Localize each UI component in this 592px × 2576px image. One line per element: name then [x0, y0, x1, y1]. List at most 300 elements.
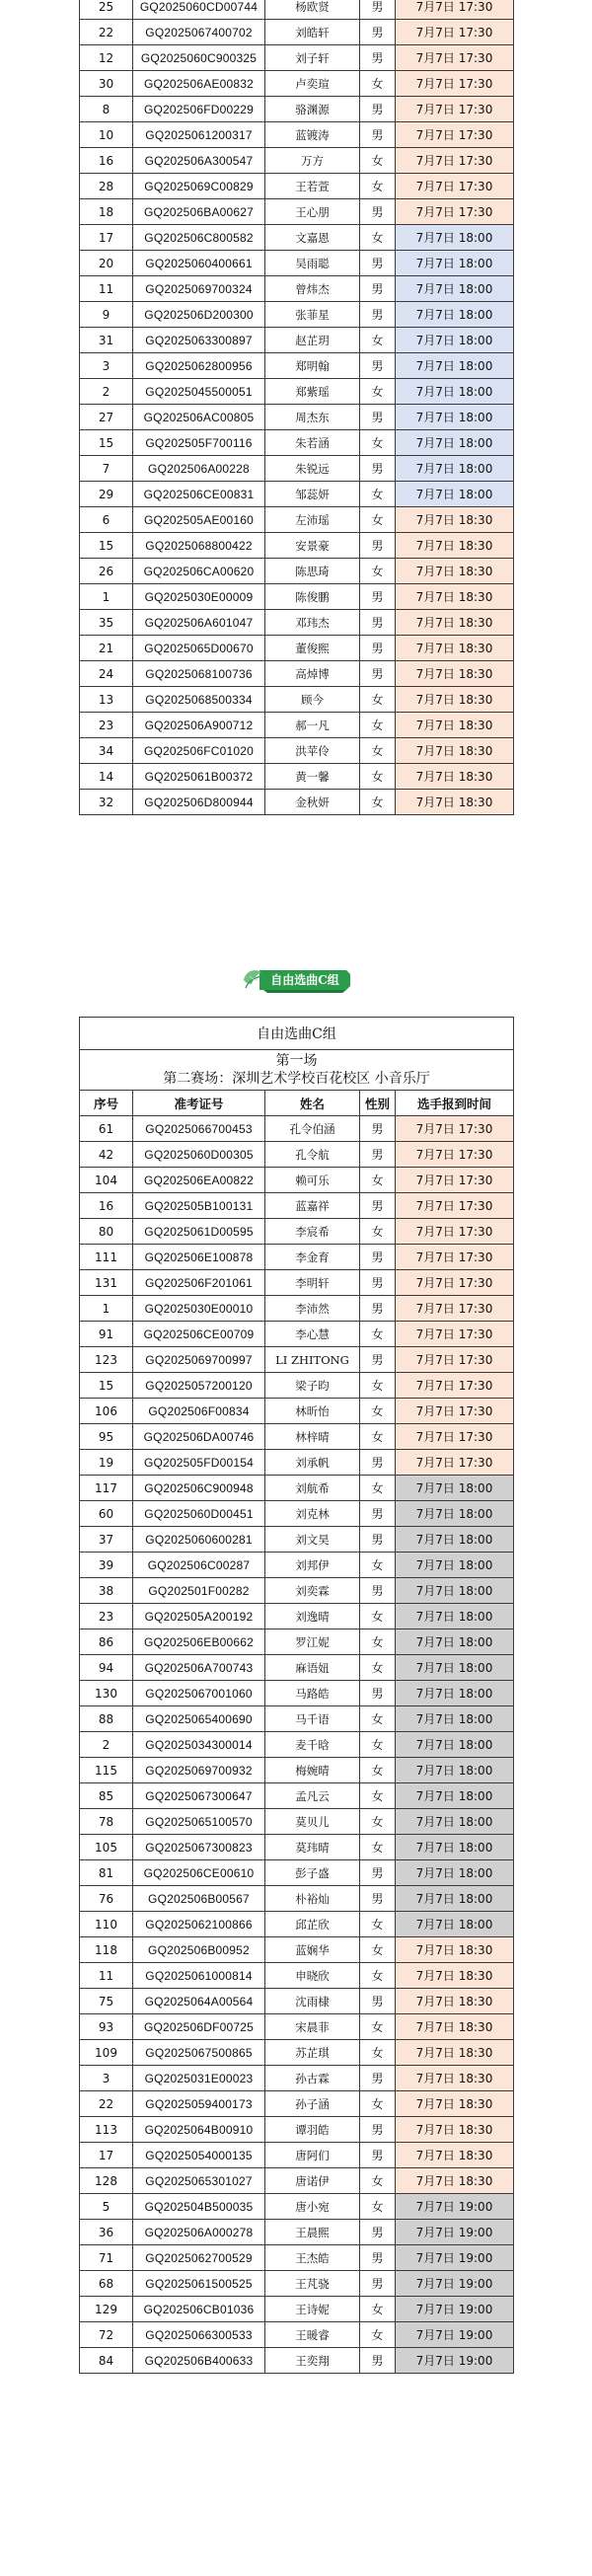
- table-row: [80, 122, 514, 148]
- cell-sex: 女: [360, 1912, 396, 1937]
- cell-sex: 女: [360, 379, 396, 405]
- cell-exam-id: GQ2025065D00670: [133, 636, 265, 661]
- group-c-badge: [240, 964, 352, 994]
- cell-name: 刘邦伊: [265, 1553, 360, 1578]
- cell-sex: 男: [360, 353, 396, 379]
- cell-no: 104: [80, 1168, 133, 1193]
- cell-report-time: 7月7日 18:00: [396, 1553, 514, 1578]
- cell-no: 129: [80, 2297, 133, 2322]
- cell-no: 27: [80, 405, 133, 430]
- table-row: [80, 1604, 514, 1629]
- cell-name: 谭羽皓: [265, 2117, 360, 2143]
- table-row: [80, 1629, 514, 1655]
- cell-exam-id: GQ2025060D00451: [133, 1501, 265, 1527]
- cell-report-time: 7月7日 18:00: [396, 1655, 514, 1681]
- cell-name: 王晨熙: [265, 2220, 360, 2245]
- cell-exam-id: GQ2025065400690: [133, 1706, 265, 1732]
- header-id: 准考证号: [133, 1091, 265, 1116]
- header-no: 序号: [80, 1091, 133, 1116]
- cell-sex: 男: [360, 1450, 396, 1476]
- cell-name: 刘克林: [265, 1501, 360, 1527]
- cell-exam-id: GQ2025068800422: [133, 533, 265, 559]
- top-table: [79, 0, 514, 815]
- table-row: [80, 2117, 514, 2143]
- cell-no: 12: [80, 45, 133, 71]
- cell-sex: 男: [360, 1270, 396, 1296]
- cell-exam-id: GQ2025064A00564: [133, 1989, 265, 2014]
- table-row: [80, 1476, 514, 1501]
- cell-sex: 男: [360, 20, 396, 45]
- table-row: [80, 1937, 514, 1963]
- cell-no: 118: [80, 1937, 133, 1963]
- table-row: [80, 2091, 514, 2117]
- cell-no: 17: [80, 2143, 133, 2168]
- cell-sex: 女: [360, 764, 396, 790]
- cell-exam-id: GQ2025045500051: [133, 379, 265, 405]
- cell-report-time: 7月7日 18:30: [396, 738, 514, 764]
- cell-sex: 男: [360, 251, 396, 276]
- cell-exam-id: GQ202506A000278: [133, 2220, 265, 2245]
- cell-sex: 男: [360, 661, 396, 687]
- cell-no: 30: [80, 71, 133, 97]
- cell-report-time: 7月7日 18:00: [396, 456, 514, 482]
- cell-exam-id: GQ202506AE00832: [133, 71, 265, 97]
- badge-label: 自由选曲C组: [270, 973, 339, 987]
- cell-sex: 男: [360, 2245, 396, 2271]
- cell-sex: 女: [360, 2014, 396, 2040]
- cell-report-time: 7月7日 19:00: [396, 2194, 514, 2220]
- cell-report-time: 7月7日 18:00: [396, 353, 514, 379]
- cell-exam-id: GQ2025060400661: [133, 251, 265, 276]
- cell-no: 6: [80, 507, 133, 533]
- cell-sex: 女: [360, 1373, 396, 1399]
- cell-report-time: 7月7日 19:00: [396, 2271, 514, 2297]
- cell-exam-id: GQ2025060600281: [133, 1527, 265, 1553]
- table-row: [80, 764, 514, 790]
- cell-no: 109: [80, 2040, 133, 2066]
- cell-no: 36: [80, 2220, 133, 2245]
- cell-name: 曾炜杰: [265, 276, 360, 302]
- cell-sex: 男: [360, 610, 396, 636]
- cell-name: 顾今: [265, 687, 360, 713]
- cell-exam-id: GQ202506CB01036: [133, 2297, 265, 2322]
- cell-exam-id: GQ2025061D00595: [133, 1219, 265, 1245]
- table-row: [80, 174, 514, 199]
- cell-report-time: 7月7日 18:00: [396, 430, 514, 456]
- cell-sex: 男: [360, 2348, 396, 2374]
- cell-no: 68: [80, 2271, 133, 2297]
- cell-name: 马千语: [265, 1706, 360, 1732]
- cell-report-time: 7月7日 18:00: [396, 276, 514, 302]
- table-row: [80, 1860, 514, 1886]
- cell-name: 宋晨菲: [265, 2014, 360, 2040]
- cell-exam-id: GQ202501F00282: [133, 1578, 265, 1604]
- cell-report-time: 7月7日 19:00: [396, 2220, 514, 2245]
- cell-exam-id: GQ2025060D00305: [133, 1142, 265, 1168]
- cell-sex: 男: [360, 1681, 396, 1706]
- table-row: [80, 636, 514, 661]
- cell-report-time: 7月7日 18:00: [396, 379, 514, 405]
- cell-exam-id: GQ2025066300533: [133, 2322, 265, 2348]
- table-row: [80, 405, 514, 430]
- cell-report-time: 7月7日 18:00: [396, 405, 514, 430]
- cell-exam-id: GQ202505AE00160: [133, 507, 265, 533]
- cell-report-time: 7月7日 18:00: [396, 1732, 514, 1758]
- group-c-sheet: [79, 1017, 513, 2374]
- cell-report-time: 7月7日 18:30: [396, 661, 514, 687]
- cell-sex: 男: [360, 276, 396, 302]
- cell-sex: 女: [360, 174, 396, 199]
- cell-report-time: 7月7日 18:30: [396, 1937, 514, 1963]
- table-row: [80, 584, 514, 610]
- cell-exam-id: GQ2025065301027: [133, 2168, 265, 2194]
- cell-exam-id: GQ2025030E00009: [133, 584, 265, 610]
- cell-name: 王诗妮: [265, 2297, 360, 2322]
- cell-name: 申晓欣: [265, 1963, 360, 1989]
- cell-sex: 女: [360, 430, 396, 456]
- table-row: [80, 20, 514, 45]
- cell-no: 31: [80, 328, 133, 353]
- cell-report-time: 7月7日 18:00: [396, 1578, 514, 1604]
- cell-exam-id: GQ2025061000814: [133, 1963, 265, 1989]
- cell-exam-id: GQ2025059400173: [133, 2091, 265, 2117]
- cell-no: 94: [80, 1655, 133, 1681]
- table-title: 自由选曲C组: [80, 1018, 514, 1050]
- cell-no: 11: [80, 1963, 133, 1989]
- cell-exam-id: GQ202506B00952: [133, 1937, 265, 1963]
- cell-sex: 男: [360, 45, 396, 71]
- table-row: [80, 1245, 514, 1270]
- cell-no: 86: [80, 1629, 133, 1655]
- table-row: [80, 1681, 514, 1706]
- table-row: [80, 2040, 514, 2066]
- table-row: [80, 1116, 514, 1142]
- table-row: [80, 1809, 514, 1835]
- cell-report-time: 7月7日 17:30: [396, 0, 514, 20]
- cell-report-time: 7月7日 18:30: [396, 533, 514, 559]
- cell-name: 郝一凡: [265, 713, 360, 738]
- cell-name: 骆渊源: [265, 97, 360, 122]
- cell-exam-id: GQ2025067300823: [133, 1835, 265, 1860]
- cell-exam-id: GQ202506A601047: [133, 610, 265, 636]
- cell-exam-id: GQ202506C00287: [133, 1553, 265, 1578]
- cell-no: 91: [80, 1322, 133, 1347]
- cell-no: 60: [80, 1501, 133, 1527]
- cell-no: 110: [80, 1912, 133, 1937]
- cell-no: 14: [80, 764, 133, 790]
- cell-report-time: 7月7日 18:30: [396, 2066, 514, 2091]
- cell-exam-id: GQ2025067400702: [133, 20, 265, 45]
- cell-report-time: 7月7日 18:00: [396, 482, 514, 507]
- cell-report-time: 7月7日 18:00: [396, 1629, 514, 1655]
- cell-name: 蓝镀涛: [265, 122, 360, 148]
- cell-exam-id: GQ2025062800956: [133, 353, 265, 379]
- cell-name: 文嘉恩: [265, 225, 360, 251]
- table-row: [80, 0, 514, 20]
- cell-no: 34: [80, 738, 133, 764]
- cell-sex: 女: [360, 1937, 396, 1963]
- cell-name: 黄一馨: [265, 764, 360, 790]
- cell-name: 马路皓: [265, 1681, 360, 1706]
- table-row: [80, 1912, 514, 1937]
- table-row: [80, 45, 514, 71]
- cell-sex: 女: [360, 1963, 396, 1989]
- cell-sex: 女: [360, 2040, 396, 2066]
- cell-report-time: 7月7日 18:00: [396, 1809, 514, 1835]
- cell-name: 蓝娴华: [265, 1937, 360, 1963]
- cell-no: 18: [80, 199, 133, 225]
- cell-sex: 男: [360, 1501, 396, 1527]
- table-row: [80, 2348, 514, 2374]
- table-row: [80, 738, 514, 764]
- cell-report-time: 7月7日 17:30: [396, 1270, 514, 1296]
- cell-report-time: 7月7日 18:00: [396, 225, 514, 251]
- cell-sex: 女: [360, 559, 396, 584]
- cell-name: 梅婉晴: [265, 1758, 360, 1783]
- table-row: [80, 507, 514, 533]
- cell-sex: 女: [360, 1783, 396, 1809]
- cell-sex: 女: [360, 2091, 396, 2117]
- table-row: [80, 199, 514, 225]
- cell-name: 王心朋: [265, 199, 360, 225]
- table-row: [80, 1193, 514, 1219]
- cell-report-time: 7月7日 18:00: [396, 1835, 514, 1860]
- table-row: [80, 430, 514, 456]
- table-row: [80, 1886, 514, 1912]
- cell-name: 孙古霖: [265, 2066, 360, 2091]
- cell-report-time: 7月7日 18:30: [396, 2117, 514, 2143]
- cell-report-time: 7月7日 18:30: [396, 713, 514, 738]
- table-row: [80, 225, 514, 251]
- cell-exam-id: GQ202506EA00822: [133, 1168, 265, 1193]
- cell-name: 刘承帆: [265, 1450, 360, 1476]
- cell-exam-id: GQ202506D200300: [133, 302, 265, 328]
- cell-no: 15: [80, 430, 133, 456]
- cell-no: 17: [80, 225, 133, 251]
- cell-report-time: 7月7日 17:30: [396, 1322, 514, 1347]
- table-row: [80, 687, 514, 713]
- table-row: [80, 1270, 514, 1296]
- cell-report-time: 7月7日 18:30: [396, 584, 514, 610]
- cell-exam-id: GQ202506A900712: [133, 713, 265, 738]
- cell-exam-id: GQ2025063300897: [133, 328, 265, 353]
- top-table-sheet: [79, 0, 513, 815]
- cell-exam-id: GQ2025062700529: [133, 2245, 265, 2271]
- cell-exam-id: GQ2025034300014: [133, 1732, 265, 1758]
- cell-name: 刘文昊: [265, 1527, 360, 1553]
- cell-exam-id: GQ2025069700997: [133, 1347, 265, 1373]
- cell-no: 111: [80, 1245, 133, 1270]
- cell-no: 61: [80, 1116, 133, 1142]
- cell-name: 蓝嘉祥: [265, 1193, 360, 1219]
- cell-sex: 女: [360, 1219, 396, 1245]
- cell-sex: 男: [360, 0, 396, 20]
- cell-exam-id: GQ202506FC01020: [133, 738, 265, 764]
- table-row: [80, 456, 514, 482]
- cell-no: 131: [80, 1270, 133, 1296]
- table-row: [80, 2014, 514, 2040]
- table-row: [80, 97, 514, 122]
- cell-name: 高焯博: [265, 661, 360, 687]
- cell-exam-id: GQ2025064B00910: [133, 2117, 265, 2143]
- cell-sex: 女: [360, 2168, 396, 2194]
- table-row: [80, 1450, 514, 1476]
- cell-exam-id: GQ202505B100131: [133, 1193, 265, 1219]
- table-row: [80, 353, 514, 379]
- cell-sex: 女: [360, 1629, 396, 1655]
- cell-exam-id: GQ2025031E00023: [133, 2066, 265, 2091]
- group-c-table: [79, 1017, 514, 2374]
- cell-sex: 女: [360, 1732, 396, 1758]
- cell-name: 郑紫瑶: [265, 379, 360, 405]
- cell-no: 1: [80, 584, 133, 610]
- cell-name: LI ZHITONG: [265, 1347, 360, 1373]
- cell-name: 苏芷琪: [265, 2040, 360, 2066]
- cell-sex: 男: [360, 533, 396, 559]
- table-row: [80, 2194, 514, 2220]
- cell-report-time: 7月7日 18:30: [396, 687, 514, 713]
- cell-name: 刘子轩: [265, 45, 360, 71]
- cell-exam-id: GQ202506DF00725: [133, 2014, 265, 2040]
- cell-name: 莫玮晴: [265, 1835, 360, 1860]
- cell-report-time: 7月7日 18:30: [396, 2014, 514, 2040]
- table-row: [80, 1501, 514, 1527]
- table-row: [80, 2143, 514, 2168]
- cell-no: 3: [80, 353, 133, 379]
- cell-exam-id: GQ2025067300647: [133, 1783, 265, 1809]
- table-row: [80, 1963, 514, 1989]
- cell-name: 李心慧: [265, 1322, 360, 1347]
- cell-no: 71: [80, 2245, 133, 2271]
- cell-no: 115: [80, 1758, 133, 1783]
- cell-exam-id: GQ202506CE00831: [133, 482, 265, 507]
- cell-no: 9: [80, 302, 133, 328]
- cell-exam-id: GQ2025060CD00744: [133, 0, 265, 20]
- cell-no: 81: [80, 1860, 133, 1886]
- cell-name: 李沛然: [265, 1296, 360, 1322]
- table-row: [80, 1758, 514, 1783]
- cell-sex: 男: [360, 1860, 396, 1886]
- cell-report-time: 7月7日 17:30: [396, 1424, 514, 1450]
- cell-no: 106: [80, 1399, 133, 1424]
- cell-exam-id: GQ2025061200317: [133, 122, 265, 148]
- cell-report-time: 7月7日 18:30: [396, 636, 514, 661]
- cell-no: 130: [80, 1681, 133, 1706]
- cell-no: 16: [80, 148, 133, 174]
- cell-name: 麻语妞: [265, 1655, 360, 1681]
- table-row: [80, 661, 514, 687]
- cell-sex: 男: [360, 199, 396, 225]
- cell-exam-id: GQ202506A700743: [133, 1655, 265, 1681]
- cell-exam-id: GQ202506E100878: [133, 1245, 265, 1270]
- cell-no: 2: [80, 379, 133, 405]
- cell-report-time: 7月7日 18:30: [396, 790, 514, 815]
- cell-sex: 男: [360, 2117, 396, 2143]
- cell-exam-id: GQ2025061B00372: [133, 764, 265, 790]
- table-row: [80, 713, 514, 738]
- cell-report-time: 7月7日 18:00: [396, 251, 514, 276]
- cell-exam-id: GQ2025054000135: [133, 2143, 265, 2168]
- cell-name: 刘奕霖: [265, 1578, 360, 1604]
- cell-name: 朱若涵: [265, 430, 360, 456]
- cell-name: 邹蕊妍: [265, 482, 360, 507]
- cell-no: 28: [80, 174, 133, 199]
- cell-no: 16: [80, 1193, 133, 1219]
- table-row: [80, 71, 514, 97]
- cell-name: 林昕怡: [265, 1399, 360, 1424]
- cell-sex: 男: [360, 1578, 396, 1604]
- cell-report-time: 7月7日 19:00: [396, 2297, 514, 2322]
- cell-sex: 男: [360, 122, 396, 148]
- venue-label: 第二赛场：深圳艺术学校百花校区 小音乐厅: [163, 1071, 430, 1087]
- cell-exam-id: GQ202504B500035: [133, 2194, 265, 2220]
- cell-report-time: 7月7日 18:30: [396, 610, 514, 636]
- header-sex: 性别: [360, 1091, 396, 1116]
- cell-sex: 男: [360, 584, 396, 610]
- cell-report-time: 7月7日 18:30: [396, 2091, 514, 2117]
- table-row: [80, 610, 514, 636]
- cell-no: 23: [80, 713, 133, 738]
- cell-no: 117: [80, 1476, 133, 1501]
- cell-name: 唐诺伊: [265, 2168, 360, 2194]
- cell-no: 38: [80, 1578, 133, 1604]
- cell-sex: 男: [360, 1245, 396, 1270]
- table-row: [80, 482, 514, 507]
- cell-report-time: 7月7日 18:30: [396, 507, 514, 533]
- table-row: [80, 1399, 514, 1424]
- cell-sex: 男: [360, 456, 396, 482]
- cell-no: 78: [80, 1809, 133, 1835]
- cell-sex: 男: [360, 302, 396, 328]
- cell-no: 13: [80, 687, 133, 713]
- cell-name: 洪苹伶: [265, 738, 360, 764]
- session-venue: [80, 1050, 514, 1091]
- cell-sex: 女: [360, 790, 396, 815]
- cell-no: 1: [80, 1296, 133, 1322]
- cell-name: 林梓晴: [265, 1424, 360, 1450]
- cell-no: 3: [80, 2066, 133, 2091]
- cell-no: 37: [80, 1527, 133, 1553]
- table-row: [80, 1527, 514, 1553]
- cell-report-time: 7月7日 17:30: [396, 122, 514, 148]
- cell-exam-id: GQ202506DA00746: [133, 1424, 265, 1450]
- cell-exam-id: GQ202506BA00627: [133, 199, 265, 225]
- cell-name: 孔令航: [265, 1142, 360, 1168]
- cell-name: 邓玮杰: [265, 610, 360, 636]
- cell-no: 22: [80, 20, 133, 45]
- table-row: [80, 1989, 514, 2014]
- cell-sex: 女: [360, 482, 396, 507]
- cell-sex: 男: [360, 2143, 396, 2168]
- cell-name: 王芃骁: [265, 2271, 360, 2297]
- cell-report-time: 7月7日 19:00: [396, 2322, 514, 2348]
- cell-name: 麦千晗: [265, 1732, 360, 1758]
- cell-exam-id: GQ202505F700116: [133, 430, 265, 456]
- cell-sex: 女: [360, 1758, 396, 1783]
- cell-no: 93: [80, 2014, 133, 2040]
- cell-report-time: 7月7日 17:30: [396, 1219, 514, 1245]
- cell-name: 李宸希: [265, 1219, 360, 1245]
- table-row: [80, 1578, 514, 1604]
- table-row: [80, 2271, 514, 2297]
- cell-sex: 女: [360, 148, 396, 174]
- cell-exam-id: GQ2025057200120: [133, 1373, 265, 1399]
- cell-no: 7: [80, 456, 133, 482]
- cell-sex: 男: [360, 405, 396, 430]
- cell-report-time: 7月7日 18:00: [396, 328, 514, 353]
- cell-sex: 女: [360, 687, 396, 713]
- cell-no: 105: [80, 1835, 133, 1860]
